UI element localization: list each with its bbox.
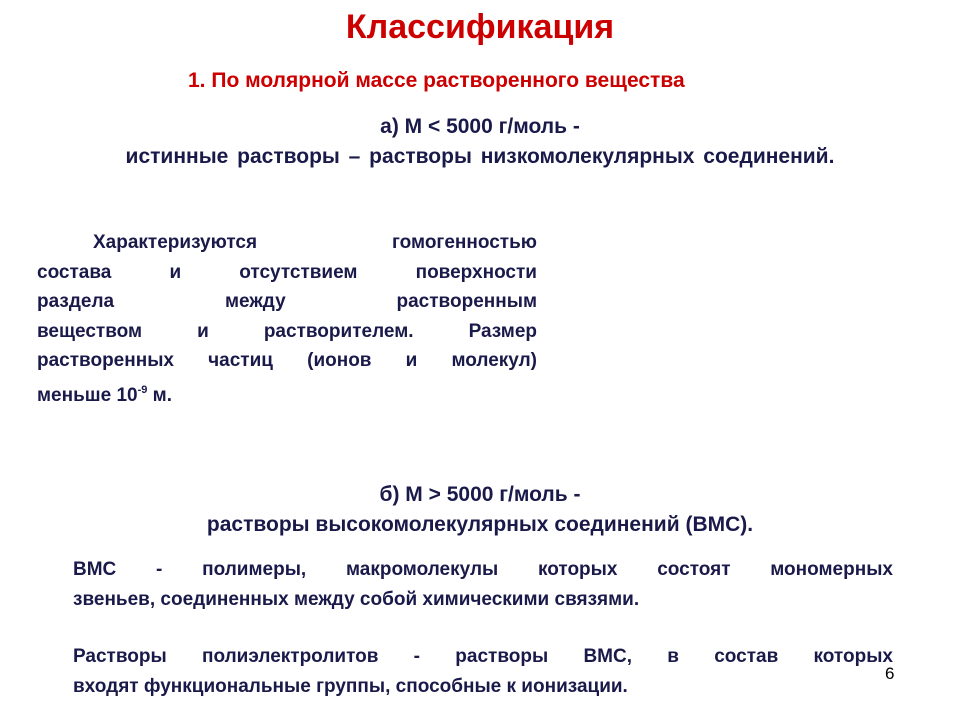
description-line: раздела между растворенным — [37, 291, 537, 312]
description-line: растворенных частиц (ионов и молекул) — [37, 350, 537, 371]
particle-size-exponent: -9 — [137, 383, 148, 396]
section-b-condition: б) М > 5000 г/моль - — [379, 483, 581, 506]
polyelectrolyte-definition-line: входят функциональные группы, способные к ионизации. — [73, 676, 628, 697]
polyelectrolyte-definition-line: Растворы полиэлектролитов - растворы ВМС, в состав которых — [73, 646, 893, 667]
particle-size-unit: м. — [147, 384, 173, 406]
vmc-definition — [73, 555, 893, 615]
section-a-condition: а) М < 5000 г/моль - — [380, 115, 580, 138]
description-line: веществом и растворителем. Размер — [37, 320, 537, 342]
polyelectrolyte-definition — [73, 642, 893, 702]
section-b-heading — [0, 480, 960, 540]
page-number: 6 — [885, 664, 895, 683]
description-line: состава и отсутствием поверхности — [37, 261, 537, 283]
vmc-definition-line: ВМС - полимеры, макромолекулы которых состоят мономерных — [73, 559, 893, 580]
classification-subtitle: 1. По молярной массе растворенного вещества — [188, 69, 685, 92]
section-b-definition: растворы высокомолекулярных соединений (ВМС). — [206, 513, 754, 536]
true-solutions-description — [37, 228, 537, 410]
description-last-line — [37, 376, 537, 411]
slide-title: Классификация — [345, 8, 615, 46]
particle-size-prefix: меньше 10 — [37, 384, 138, 406]
description-line: Характеризуются гомогенностью — [93, 232, 537, 253]
section-a-definition: истинные растворы – растворы низкомолекулярных соединений. — [125, 145, 835, 168]
vmc-definition-line: звеньев, соединенных между собой химическими связями. — [73, 589, 640, 610]
section-a-heading — [0, 112, 960, 172]
